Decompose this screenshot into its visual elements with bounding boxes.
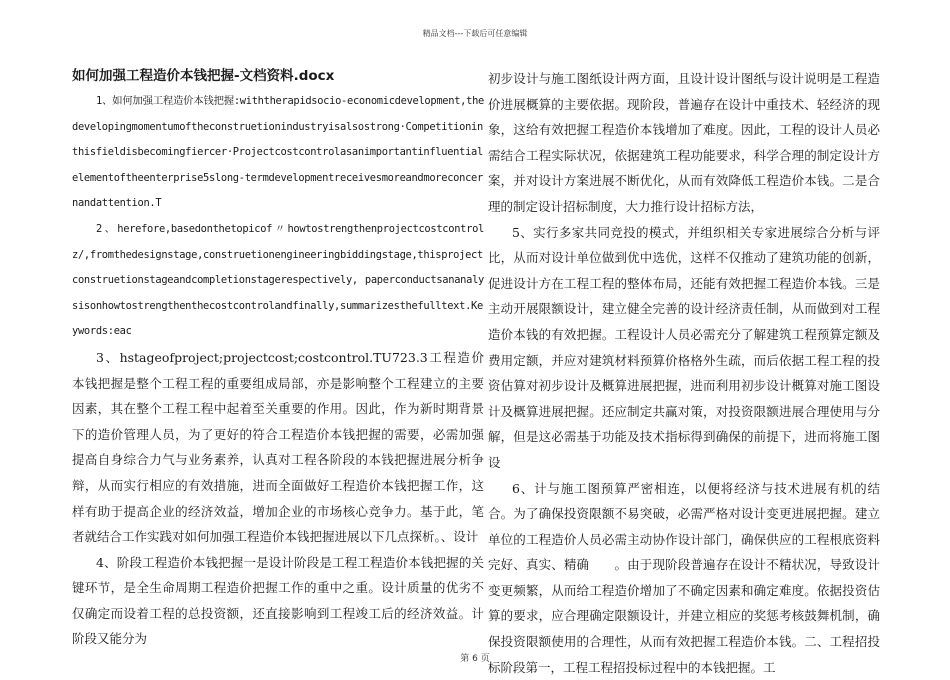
- left-column: [72, 66, 484, 652]
- paragraph-3: 3、hstageofproject;projectcost;costcontrol.TU723.3工程造价本钱把握是整个工程工程的重要组成局部，亦是影响整个工程建立的主要因素，其在整个工程工程中起着至关重要的作用。因此，作为新时期背景下的造价管理人员，为了更好的符合工程造价本钱把握的需要，必需加强提高自身综合力气与业务素养，认真对工程各阶段的本钱把握进展分析争辩，从而实行相应的有效措施，进而全面做好工程造价本钱把握工作，这样有助于提高企业的经济效益，增加企业的市场核心竞争力。基于此，笔者就结合工作实践对如何加强工程造价本钱把握进展以下几点探析。、设计: [72, 345, 484, 550]
- paragraph-4: 4、阶段工程造价本钱把握一是设计阶段是工程工程造价本钱把握的关键环节，是全生命周期工程造价把握工作的重中之重。设计质量的优劣不仅确定而设着工程的总投资额，还直接影响到工程竣工后的经济效益。计阶段又能分为: [72, 550, 484, 652]
- document-title: 如何加强工程造价本钱把握-文档资料.docx: [72, 66, 484, 86]
- paragraph-1: 1、如何加强工程造价本钱把握:withtherapidsocio-economicdevelopment,thedevelopingmomentumoftheconstruetionindustryisalsostrong·Competitioninthisfieldisbecomingfiercer·Projectcostcontrolasanimportantinfluentialelementoftheenterprise5slong-termdevelopmentreceivesmoreandmoreconcernandattention.T: [72, 89, 484, 217]
- paragraph-5: 5、实行多家共同竞投的模式，并组织相关专家进展综合分析与评比，从而对设计单位做到优中选优，这样不仅推动了建筑功能的创新，促进设计方在工程工程的整体布局，还能有效把握工程造价本钱。三是主动开展限额设计，建立健全完善的设计经济责任制，从而做到对工程造价本钱的有效把握。工程设计人员必需充分了解建筑工程预算定额及费用定额，并应对建筑材料预算价格格外生疏，而后依据工程工程的投资估算对初步设计及概算进展把握，进而利用初步设计概算对施工图设计及概算进展把握。还应制定共赢对策，对投资限额进展合理使用与分解，但是这必需基于功能及技术指标得到确保的前提下，进而将施工图设: [488, 220, 880, 476]
- right-column: [488, 66, 880, 680]
- page-number: 第 6 页: [0, 651, 950, 664]
- paragraph-4-continued: 初步设计与施工图纸设计两方面，且设计设计图纸与设计说明是工程造价进展概算的主要依据。现阶段，普遍存在设计中重技术、轻经济的现象，这给有效把握工程造价本钱增加了难度。因此，工程的设计人员必需结合工程实际状况，依据建筑工程功能要求，科学合理的制定设计方案，并对设计方案进展不断优化，从而有效降低工程造价本钱。二是合理的制定设计招标制度，大力推行设计招标方法，: [488, 66, 880, 220]
- page-header: 精品文档---下载后可任意编辑: [0, 28, 950, 39]
- paragraph-2: 2、herefore,basedonthetopicof〃howtostrengthenprojectcostcontrolz/,fromthedesignstage,construetionengineeringbiddingstage,thisprojectconstruetionstageandcompletionstagerespectively, paperconductsananalysisonhowtostrengthenthecostcontrolandfinally,summarizesthefulltext.Keywords:eac: [72, 217, 484, 345]
- paragraph-6: 6、计与施工图预算严密相连，以便将经济与技术进展有机的结合。为了确保投资限额不易突破，必需严格对设计变更进展把握。建立单位的工程造价人员必需主动协作设计部门，确保供应的工程根底资料完好、真实、精确 。由于现阶段普遍存在设计不精状况，导致设计变更频繁，从而给工程造价增加了不确定因素和确定难度。依据投资估算的要求，应合理确定限额设计，并建立相应的奖惩考核鼓舞机制，确保投资限额使用的合理性，从而有效把握工程造价本钱。二、工程招投标阶段第一，工程工程招投标过程中的本钱把握。工: [488, 476, 880, 680]
